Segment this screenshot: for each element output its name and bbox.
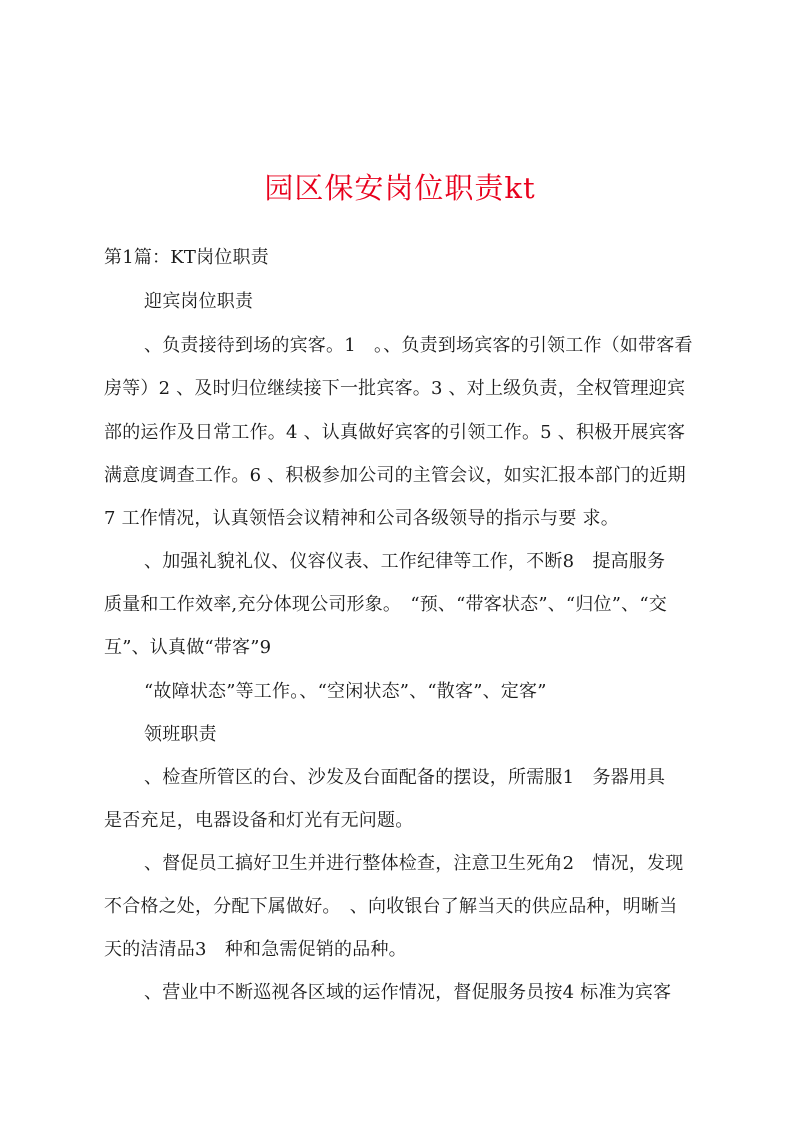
text-line: 、检查所管区的台、沙发及台面配备的摆设，所需服1 务器用具 — [144, 767, 666, 788]
text-line: 、营业中不断巡视各区域的运作情况，督促服务员按4 标准为宾客 — [144, 982, 672, 1003]
text-line: 部的运作及日常工作。4 、认真做好宾客的引领工作。5 、积极开展宾客 — [104, 422, 686, 443]
text-line: 房等）2 、及时归位继续接下一批宾客。3 、对上级负责，全权管理迎宾 — [104, 378, 686, 399]
text-line: 互”、认真做“带客”9 — [104, 637, 272, 658]
text-line: 天的洁清品3 种和急需促销的品种。 — [104, 939, 407, 960]
section-heading: 第1篇：KT岗位职责 — [104, 247, 269, 268]
text-line: 质量和工作效率,充分体现公司形象。 “预、“带客状态”、“归位”、“交 — [104, 594, 667, 615]
text-line: 、负责接待到场的宾客。1 。、负责到场宾客的引领工作（如带客看 — [144, 335, 693, 356]
text-line: 不合格之处，分配下属做好。 、向收银台了解当天的供应品种，明晰当 — [104, 896, 678, 917]
text-line: 满意度调查工作。6 、积极参加公司的主管会议，如实汇报本部门的近期 — [104, 465, 686, 486]
text-line: 、加强礼貌礼仪、仪容仪表、工作纪律等工作，不断8 提高服务 — [144, 551, 666, 572]
text-line: 、督促员工搞好卫生并进行整体检查，注意卫生死角2 情况，发现 — [144, 853, 684, 874]
text-line: 7 工作情况，认真领悟会议精神和公司各级领导的指示与要 求。 — [104, 508, 619, 529]
subsection-heading: 领班职责 — [144, 724, 217, 745]
text-line: “故障状态”等工作。、“空闲状态”、“散客”、定客” — [144, 681, 547, 702]
text-line: 是否充足，电器设备和灯光有无问题。 — [104, 810, 414, 831]
subsection-heading: 迎宾岗位职责 — [144, 291, 254, 312]
document-title: 园区保安岗位职责kt — [264, 171, 536, 205]
